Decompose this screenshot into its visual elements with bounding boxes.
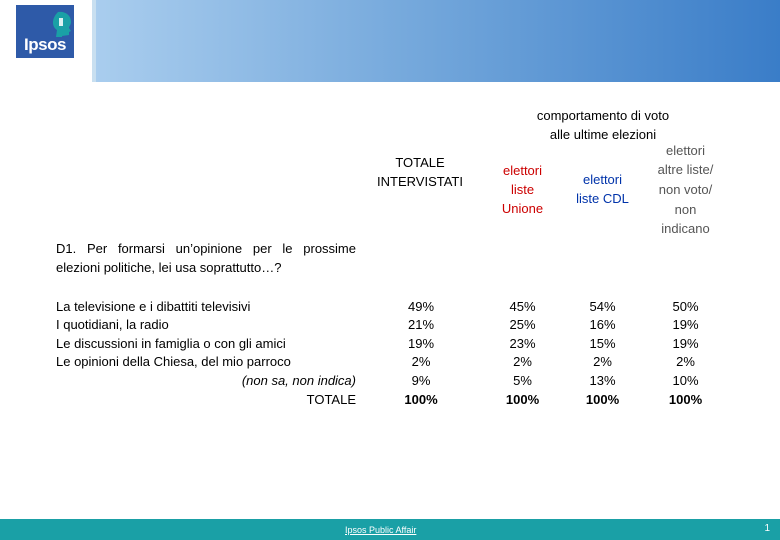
col-unione-header-line1: elettori bbox=[502, 163, 543, 178]
col-altre-header-line2: altre liste/ bbox=[657, 162, 714, 177]
cell-altre: 19% bbox=[672, 336, 699, 351]
cell-unione: 25% bbox=[509, 317, 536, 332]
logo-text: Ipsos bbox=[24, 35, 66, 54]
cell-unione: 2% bbox=[513, 354, 532, 369]
head-profile-icon bbox=[50, 11, 74, 37]
cell-unione: 23% bbox=[509, 336, 536, 351]
header-banner bbox=[0, 0, 780, 82]
cell-altre: 100% bbox=[668, 392, 703, 407]
cell-unione: 5% bbox=[513, 373, 532, 388]
row-label: I quotidiani, la radio bbox=[56, 317, 169, 332]
cell-total: 21% bbox=[407, 317, 435, 332]
logo-area bbox=[0, 0, 92, 82]
col-altre-header-line3: non voto/ bbox=[658, 182, 713, 197]
header-gradient bbox=[96, 0, 780, 82]
cell-cdl: 13% bbox=[589, 373, 616, 388]
cell-unione: 45% bbox=[509, 299, 536, 314]
cell-total: 100% bbox=[404, 392, 438, 407]
col-total-header-line2: INTERVISTATI bbox=[377, 174, 463, 189]
cell-cdl: 2% bbox=[593, 354, 612, 369]
cell-total: 2% bbox=[411, 354, 431, 369]
col-unione-header-line3: Unione bbox=[501, 201, 544, 216]
col-cdl-header-line1: elettori bbox=[582, 172, 623, 187]
col-altre-header-line5: indicano bbox=[661, 221, 710, 236]
cell-unione: 100% bbox=[505, 392, 540, 407]
row-label: Le opinioni della Chiesa, del mio parroco bbox=[56, 354, 291, 369]
col-total-header-line1: TOTALE bbox=[395, 155, 445, 170]
col-altre-header-line4: non bbox=[674, 202, 697, 217]
cell-altre: 10% bbox=[672, 373, 699, 388]
cell-cdl: 100% bbox=[585, 392, 620, 407]
cell-altre: 2% bbox=[676, 354, 695, 369]
ipsos-logo[interactable] bbox=[16, 5, 74, 58]
cell-total: 9% bbox=[411, 373, 431, 388]
group-label-line2: alle ultime elezioni bbox=[549, 127, 657, 142]
cell-cdl: 15% bbox=[589, 336, 616, 351]
group-label-line1: comportamento di voto bbox=[536, 108, 670, 123]
row-label: TOTALE bbox=[306, 392, 356, 407]
cell-altre: 19% bbox=[672, 317, 699, 332]
col-cdl-header-line2: liste CDL bbox=[576, 191, 629, 206]
cell-cdl: 54% bbox=[589, 299, 616, 314]
row-label: Le discussioni in famiglia o con gli amici bbox=[56, 336, 286, 351]
footer-link[interactable]: Ipsos Public Affair bbox=[345, 525, 417, 535]
row-label: (non sa, non indica) bbox=[241, 373, 356, 388]
row-label: La televisione e i dibattiti televisivi bbox=[56, 299, 251, 314]
col-altre-header-line1: elettori bbox=[665, 143, 706, 158]
cell-total: 19% bbox=[407, 336, 435, 351]
question-text: D1. Per formarsi un’opinione per le prossime elezioni politiche, lei usa soprattutto…? bbox=[56, 241, 356, 275]
col-unione-header-line2: liste bbox=[510, 182, 535, 197]
cell-altre: 50% bbox=[672, 299, 699, 314]
page-number: 1 bbox=[764, 523, 770, 534]
cell-total: 49% bbox=[407, 299, 435, 314]
cell-cdl: 16% bbox=[589, 317, 616, 332]
